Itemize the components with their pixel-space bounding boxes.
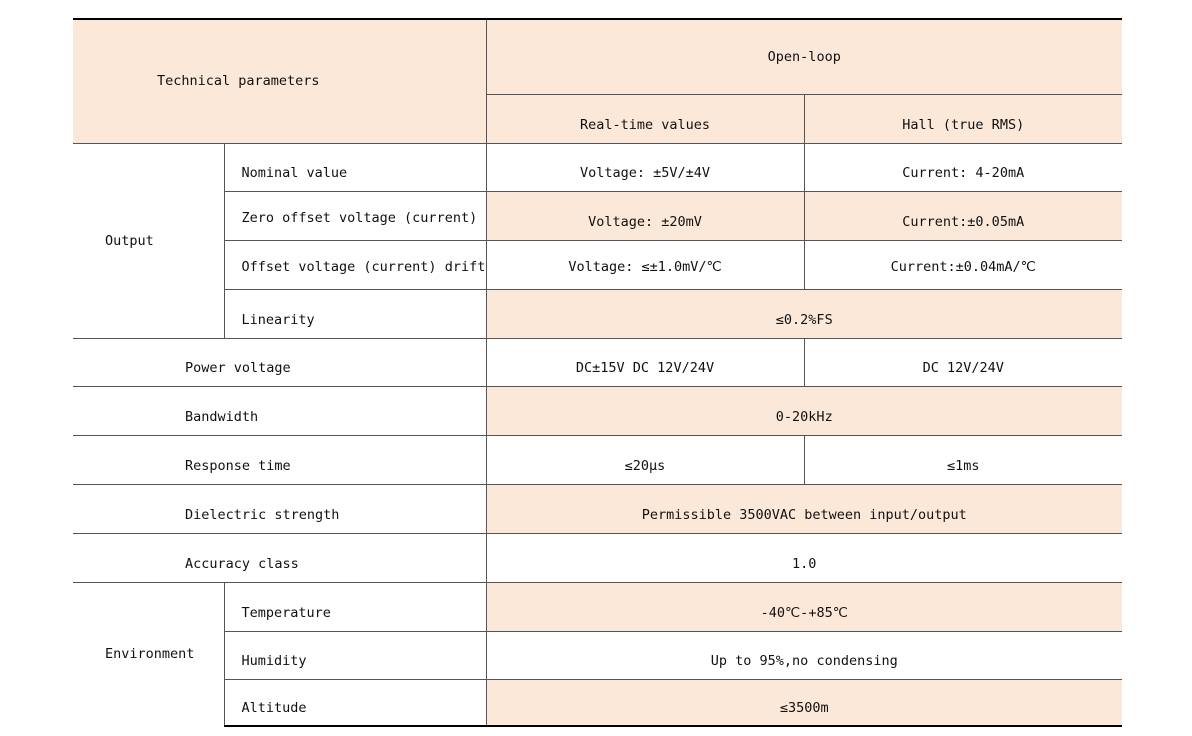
row-response-time: [73, 435, 1122, 484]
offset-drift-real-time: Voltage: ≤±1.0mV/℃: [486, 240, 804, 289]
temperature-label: Temperature: [224, 582, 486, 631]
row-linearity: [73, 289, 1122, 338]
group-label-environment: Environment: [73, 582, 224, 726]
bandwidth-label: Bandwidth: [73, 386, 486, 435]
offset-drift-label: Offset voltage (current) drift: [224, 240, 486, 289]
row-offset-drift: [73, 240, 1122, 289]
zero-offset-hall: Current:±0.05mA: [804, 191, 1122, 240]
row-altitude: [73, 679, 1122, 726]
header-technical-parameters: Technical parameters: [73, 19, 486, 143]
humidity-label: Humidity: [224, 631, 486, 679]
row-dielectric-strength: [73, 484, 1122, 533]
row-temperature: [73, 582, 1122, 631]
power-voltage-hall: DC 12V/24V: [804, 338, 1122, 386]
spec-table: [73, 18, 1122, 727]
zero-offset-real-time: Voltage: ±20mV: [486, 191, 804, 240]
nominal-value-label: Nominal value: [224, 143, 486, 191]
header-open-loop: Open-loop: [486, 19, 1122, 94]
bandwidth-value: 0-20kHz: [486, 386, 1122, 435]
accuracy-class-label: Accuracy class: [73, 533, 486, 582]
altitude-value: ≤3500m: [486, 679, 1122, 726]
group-label-output: Output: [73, 143, 224, 338]
row-humidity: [73, 631, 1122, 679]
power-voltage-label: Power voltage: [73, 338, 486, 386]
header-row-1: [73, 19, 1122, 94]
humidity-value: Up to 95%,no condensing: [486, 631, 1122, 679]
dielectric-strength-value: Permissible 3500VAC between input/output: [486, 484, 1122, 533]
linearity-label: Linearity: [224, 289, 486, 338]
linearity-value: ≤0.2%FS: [486, 289, 1122, 338]
header-real-time-values: Real-time values: [486, 94, 804, 143]
row-accuracy-class: [73, 533, 1122, 582]
response-time-hall: ≤1ms: [804, 435, 1122, 484]
altitude-label: Altitude: [224, 679, 486, 726]
header-hall-true-rms: Hall (true RMS): [804, 94, 1122, 143]
offset-drift-hall: Current:±0.04mA/℃: [804, 240, 1122, 289]
row-zero-offset: [73, 191, 1122, 240]
nominal-value-hall: Current: 4-20mA: [804, 143, 1122, 191]
temperature-value: -40℃-+85℃: [486, 582, 1122, 631]
dielectric-strength-label: Dielectric strength: [73, 484, 486, 533]
power-voltage-real-time: DC±15V DC 12V/24V: [486, 338, 804, 386]
response-time-real-time: ≤20μs: [486, 435, 804, 484]
zero-offset-label: Zero offset voltage (current): [224, 191, 486, 240]
response-time-label: Response time: [73, 435, 486, 484]
row-bandwidth: [73, 386, 1122, 435]
accuracy-class-value: 1.0: [486, 533, 1122, 582]
nominal-value-real-time: Voltage: ±5V/±4V: [486, 143, 804, 191]
row-nominal-value: [73, 143, 1122, 191]
row-power-voltage: [73, 338, 1122, 386]
